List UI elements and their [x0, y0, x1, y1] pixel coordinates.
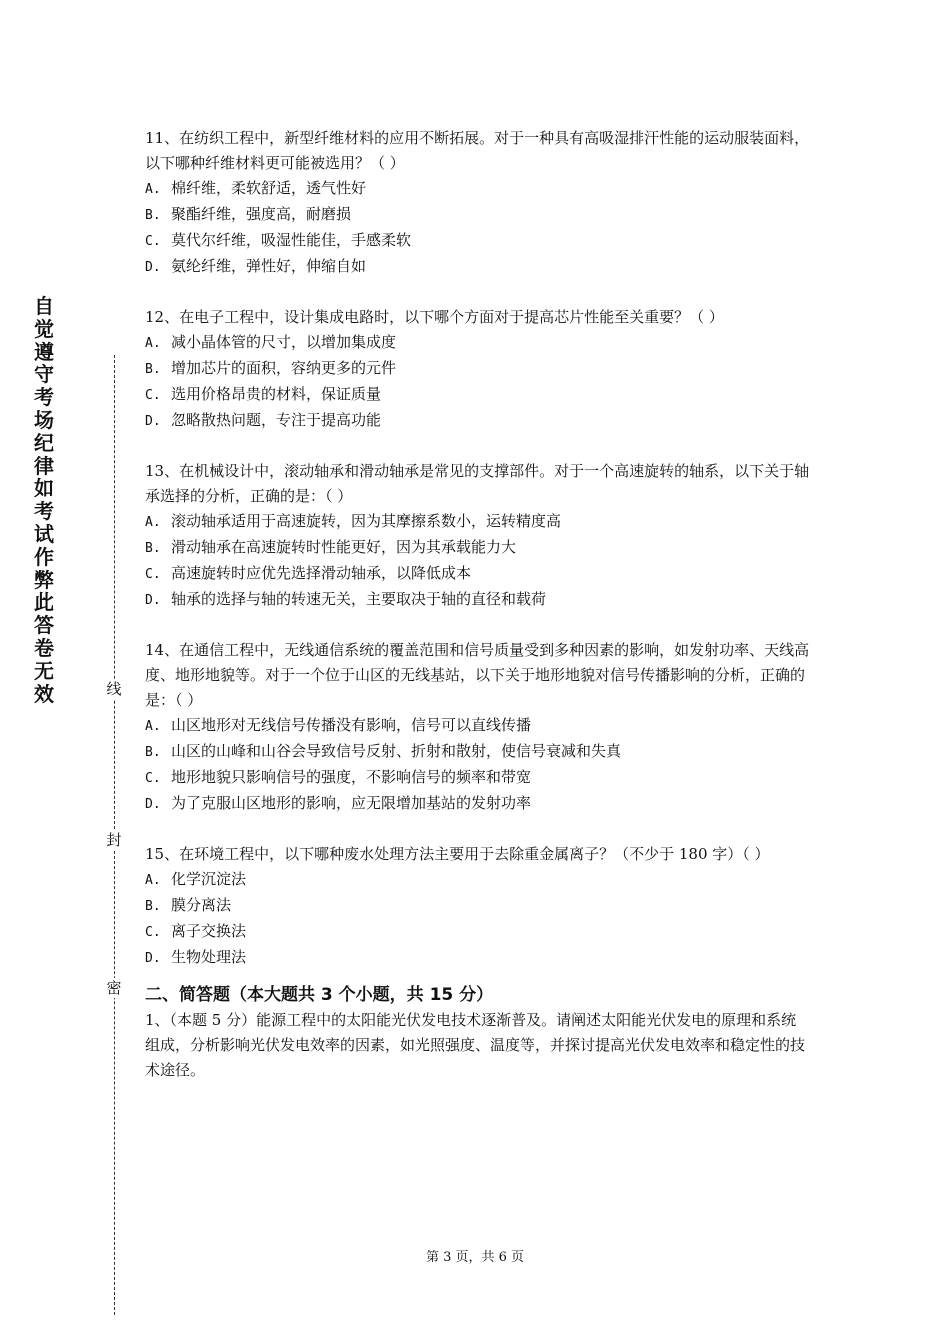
option-b	[145, 739, 810, 765]
option-c	[145, 382, 810, 408]
option-letter: D.	[145, 797, 161, 812]
option-letter: D.	[145, 593, 161, 608]
option-letter: C.	[145, 567, 161, 582]
option-text: 化学沉淀法	[171, 870, 247, 888]
option-letter: B.	[145, 208, 161, 223]
seal-line-label-xian: 线	[104, 679, 124, 699]
question-stem: 13、在机械设计中，滚动轴承和滑动轴承是常见的支撑部件。对于一个高速旋转的轴系，以下关于轴承选择的分析，正确的是：（ ）	[145, 462, 810, 505]
option-letter: D.	[145, 414, 161, 429]
option-text: 滚动轴承适用于高速旋转，因为其摩擦系数小，运转精度高	[171, 512, 562, 530]
option-letter: C.	[145, 234, 161, 249]
question-stem: 14、在通信工程中，无线通信系统的覆盖范围和信号质量受到多种因素的影响，如发射功率、天线高度、地形地貌等。对于一个位于山区的无线基站，以下关于地形地貌对信号传播影响的分析，正确的是：（ ）	[145, 641, 810, 709]
option-text: 轴承的选择与轴的转速无关，主要取决于轴的直径和载荷	[171, 590, 547, 608]
option-text: 为了克服山区地形的影响，应无限增加基站的发射功率	[171, 794, 532, 812]
question-14	[145, 638, 810, 817]
option-b	[145, 356, 810, 382]
option-letter: C.	[145, 771, 161, 786]
option-b	[145, 535, 810, 561]
option-b	[145, 202, 810, 228]
option-text: 减小晶体管的尺寸，以增加集成度	[171, 333, 397, 351]
section-2-title: 二、简答题（本大题共 3 个小题，共 15 分）	[145, 985, 494, 1005]
option-a	[145, 713, 810, 739]
option-text: 忽略散热问题，专注于提高功能	[171, 411, 382, 429]
question-stem: 15、在环境工程中，以下哪种废水处理方法主要用于去除重金属离子？（不少于 180 字）（ ）	[145, 845, 770, 863]
option-text: 棉纤维，柔软舒适，透气性好	[171, 179, 367, 197]
option-letter: A.	[145, 182, 161, 197]
exam-rules-notice: 自觉遵守考场纪律如考试作弊此答卷无效	[34, 294, 54, 706]
question-12	[145, 305, 810, 434]
option-letter: A.	[145, 719, 161, 734]
option-a	[145, 176, 810, 202]
option-c	[145, 919, 810, 945]
option-letter: A.	[145, 336, 161, 351]
question-11	[145, 126, 810, 280]
exam-content	[145, 126, 810, 1083]
option-text: 滑动轴承在高速旋转时性能更好，因为其承载能力大	[171, 538, 517, 556]
option-text: 聚酯纤维，强度高，耐磨损	[171, 205, 352, 223]
option-d	[145, 791, 810, 817]
seal-line-label-feng: 封	[104, 830, 124, 850]
option-letter: B.	[145, 745, 161, 760]
option-text: 选用价格昂贵的材料，保证质量	[171, 385, 382, 403]
option-letter: B.	[145, 541, 161, 556]
option-letter: B.	[145, 362, 161, 377]
option-d	[145, 408, 810, 434]
option-text: 莫代尔纤维，吸湿性能佳，手感柔软	[171, 231, 412, 249]
option-letter: C.	[145, 388, 161, 403]
option-d	[145, 587, 810, 613]
option-a	[145, 330, 810, 356]
short-answer-question-1: 1、（本题 5 分）能源工程中的太阳能光伏发电技术逐渐普及。请阐述太阳能光伏发电的原理和系统组成，分析影响光伏发电效率的因素，如光照强度、温度等，并探讨提高光伏发电效率和稳定性的技术途径。	[145, 1011, 806, 1079]
option-c	[145, 228, 810, 254]
option-letter: D.	[145, 260, 161, 275]
option-text: 膜分离法	[171, 896, 232, 914]
question-13	[145, 459, 810, 613]
seal-line-label-mi: 密	[104, 978, 124, 998]
option-text: 高速旋转时应优先选择滑动轴承，以降低成本	[171, 564, 472, 582]
option-letter: A.	[145, 873, 161, 888]
option-d	[145, 254, 810, 280]
option-text: 生物处理法	[171, 948, 247, 966]
option-c	[145, 765, 810, 791]
option-letter: C.	[145, 925, 161, 940]
option-letter: B.	[145, 899, 161, 914]
question-stem: 11、在纺织工程中，新型纤维材料的应用不断拓展。对于一种具有高吸湿排汗性能的运动服装面料，以下哪种纤维材料更可能被选用？（ ）	[145, 129, 810, 172]
page-number-footer: 第 3 页，共 6 页	[425, 1250, 525, 1265]
option-text: 山区地形对无线信号传播没有影响，信号可以直线传播	[171, 716, 532, 734]
option-a	[145, 867, 810, 893]
question-15	[145, 842, 810, 971]
option-text: 离子交换法	[171, 922, 247, 940]
option-a	[145, 509, 810, 535]
question-stem: 12、在电子工程中，设计集成电路时，以下哪个方面对于提高芯片性能至关重要？（ ）	[145, 308, 724, 326]
option-text: 地形地貌只影响信号的强度，不影响信号的频率和带宽	[171, 768, 532, 786]
option-letter: A.	[145, 515, 161, 530]
option-d	[145, 945, 810, 971]
option-text: 山区的山峰和山谷会导致信号反射、折射和散射，使信号衰减和失真	[171, 742, 622, 760]
option-c	[145, 561, 810, 587]
option-b	[145, 893, 810, 919]
option-letter: D.	[145, 951, 161, 966]
option-text: 氨纶纤维，弹性好，伸缩自如	[171, 257, 367, 275]
option-text: 增加芯片的面积，容纳更多的元件	[171, 359, 397, 377]
